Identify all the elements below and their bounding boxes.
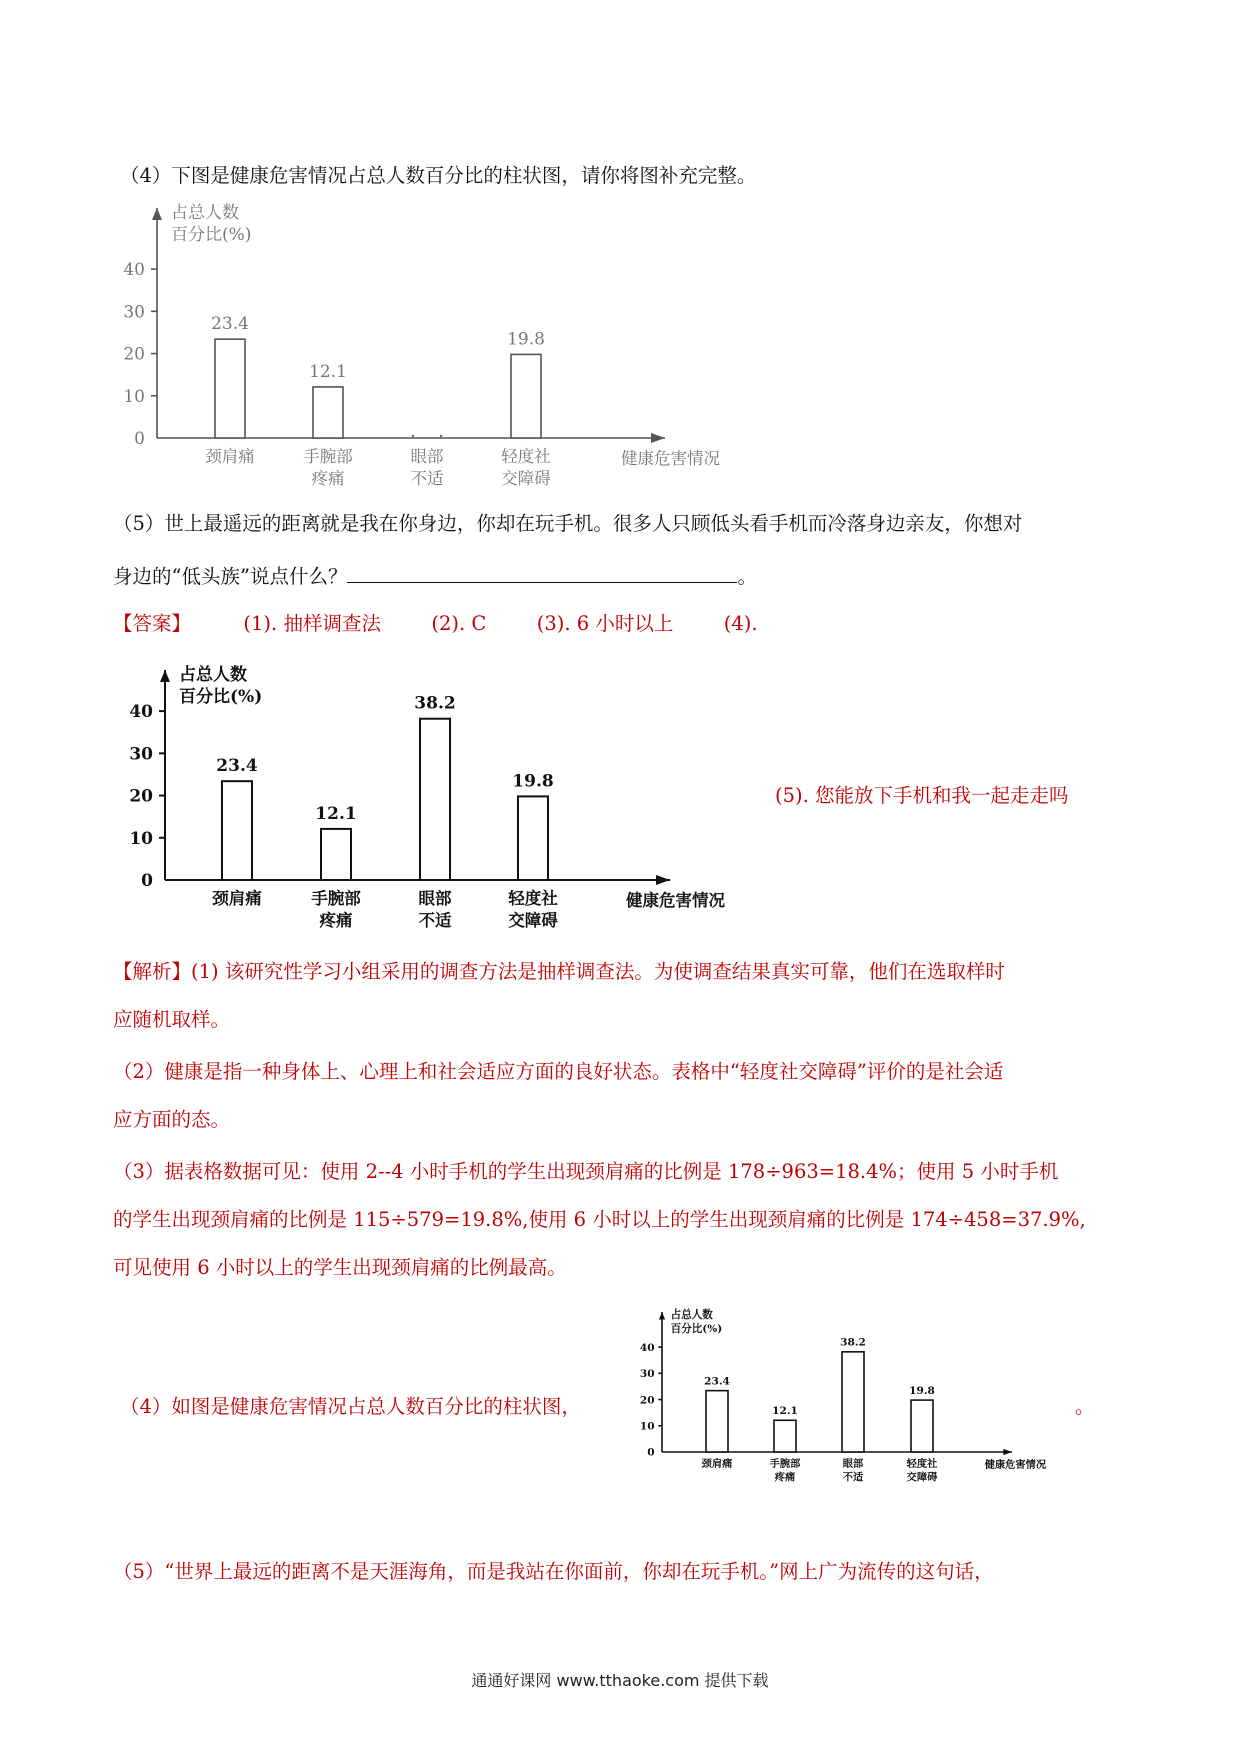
y-tick-label: 10 <box>123 386 145 407</box>
bar-value-label: 12.1 <box>315 803 357 824</box>
y-tick-label: 20 <box>123 344 145 365</box>
bar-value-label: 23.4 <box>211 314 249 335</box>
y-axis-label: 百分比(%) <box>670 1322 723 1335</box>
analysis-p3-line3: 可见使用 6 小时以上的学生出现颈肩痛的比例最高。 <box>113 1256 567 1279</box>
analysis-p1-line1 <box>113 958 1005 986</box>
y-tick-label: 40 <box>123 260 145 281</box>
bar-value-label: 38.2 <box>414 693 456 714</box>
category-label: 交障碍 <box>508 911 558 930</box>
answer-label: 【答案】 <box>113 612 192 635</box>
analysis-p3-line2: 的学生出现颈肩痛的比例是 115÷579=19.8%,使用 6 小时以上的学生出现颈肩痛的比例是 174÷458=37.9%, <box>113 1208 1086 1231</box>
category-label: 手腕部 <box>769 1457 801 1470</box>
category-label: 交障碍 <box>501 469 551 488</box>
analysis-p1-line2: 应随机取样。 <box>113 1008 231 1031</box>
y-axis-label: 百分比(%) <box>171 225 252 245</box>
bar <box>420 719 450 880</box>
question-5-line1: （5）世上最遥远的距离就是我在你身边，你却在玩手机。很多人只顾低头看手机而冷落身边亲友，你想对 <box>113 512 1023 535</box>
answer-item-5: (5). 您能放下手机和我一起走走吗 <box>775 784 1069 807</box>
empty-bar-mark <box>412 435 414 437</box>
category-label: 轻度社 <box>906 1457 938 1470</box>
y-axis-arrow <box>160 670 170 682</box>
category-label: 疼痛 <box>311 469 345 488</box>
answer-item-1: (1). 抽样调查法 <box>243 612 381 635</box>
x-axis-arrow <box>651 433 665 443</box>
y-tick-label: 30 <box>123 302 145 323</box>
question-5-line2 <box>113 560 757 591</box>
analysis-label: 【解析】 <box>113 960 192 983</box>
y-tick-label: 20 <box>129 786 153 807</box>
category-label: 交障碍 <box>906 1471 938 1484</box>
bar-value-label: 19.8 <box>507 329 545 350</box>
y-tick-label: 10 <box>639 1420 655 1433</box>
analysis-p2-line1: （2）健康是指一种身体上、心理上和社会适应方面的良好状态。表格中“轻度社交障碍”评价的是社会适 <box>113 1060 1004 1083</box>
y-tick-label: 0 <box>647 1446 655 1459</box>
chart-incomplete <box>115 200 735 500</box>
bar <box>518 796 548 880</box>
y-tick-label: 20 <box>639 1394 655 1407</box>
answer-blank[interactable] <box>347 560 737 583</box>
bar <box>842 1352 864 1452</box>
bar <box>511 354 541 438</box>
y-tick-label: 0 <box>141 871 153 891</box>
y-tick-label: 40 <box>129 702 153 723</box>
bar <box>215 339 245 438</box>
category-label: 颈肩痛 <box>212 889 262 908</box>
category-label: 疼痛 <box>319 911 353 930</box>
bar <box>313 387 343 438</box>
category-label: 不适 <box>410 469 444 488</box>
x-axis-label: 健康危害情况 <box>626 891 725 910</box>
bar <box>222 781 252 880</box>
chart-complete <box>115 662 735 937</box>
bar-value-label: 38.2 <box>840 1336 866 1349</box>
y-tick-label: 30 <box>639 1368 655 1381</box>
x-axis-arrow <box>656 875 670 885</box>
question-5-end: 。 <box>737 565 757 588</box>
y-axis-label: 百分比(%) <box>179 687 263 707</box>
category-label: 颈肩痛 <box>701 1457 733 1470</box>
analysis-p4-text: （4）如图是健康危害情况占总人数百分比的柱状图， <box>120 1395 581 1418</box>
y-tick-label: 10 <box>129 828 153 849</box>
y-axis-label: 占总人数 <box>171 203 239 223</box>
x-axis-label: 健康危害情况 <box>984 1459 1047 1472</box>
category-label: 不适 <box>842 1471 864 1484</box>
y-axis-arrow <box>152 208 162 220</box>
bar <box>911 1400 933 1452</box>
y-tick-label: 40 <box>639 1341 655 1354</box>
category-label: 颈肩痛 <box>205 447 255 466</box>
category-label: 眼部 <box>418 889 452 908</box>
bar-value-label: 23.4 <box>704 1375 730 1388</box>
category-label: 眼部 <box>842 1457 864 1470</box>
answer-item-2: (2). C <box>431 612 487 635</box>
category-label: 手腕部 <box>311 889 361 908</box>
question-5-prompt: 身边的“低头族”说点什么？ <box>113 565 348 588</box>
y-axis-arrow <box>659 1312 665 1319</box>
x-axis-label: 健康危害情况 <box>621 449 720 468</box>
bar <box>321 829 351 880</box>
empty-bar-mark <box>440 435 442 437</box>
bar-value-label: 23.4 <box>216 756 258 777</box>
category-label: 手腕部 <box>303 447 353 466</box>
bar <box>774 1420 796 1452</box>
y-axis-label: 占总人数 <box>670 1309 713 1322</box>
analysis-p5-line1: （5）“世界上最远的距离不是天涯海角，而是我站在你面前，你却在玩手机。”网上广为流传的这句话， <box>113 1560 994 1583</box>
category-label: 疼痛 <box>774 1471 796 1484</box>
answer-line <box>113 610 758 638</box>
answer-item-3: (3). 6 小时以上 <box>536 612 674 635</box>
chart-small <box>632 1302 1062 1488</box>
bar-value-label: 12.1 <box>772 1405 798 1418</box>
y-tick-label: 30 <box>129 744 153 765</box>
x-axis-arrow <box>1003 1449 1012 1455</box>
y-axis-label: 占总人数 <box>179 665 247 685</box>
analysis-p4-end: 。 <box>1075 1395 1095 1418</box>
analysis-p2-line2: 应方面的态。 <box>113 1108 231 1131</box>
category-label: 轻度社 <box>501 447 551 466</box>
analysis-p3-line1: （3）据表格数据可见：使用 2--4 小时手机的学生出现颈肩痛的比例是 178÷963=18.4%；使用 5 小时手机 <box>113 1160 1059 1183</box>
y-tick-label: 0 <box>134 429 145 449</box>
category-label: 眼部 <box>410 447 444 466</box>
category-label: 轻度社 <box>508 889 558 908</box>
bar-value-label: 19.8 <box>909 1384 935 1397</box>
category-label: 不适 <box>418 911 452 930</box>
question-4-text: （4）下图是健康危害情况占总人数百分比的柱状图，请你将图补充完整。 <box>120 164 757 187</box>
answer-item-4: (4). <box>723 612 758 635</box>
bar <box>706 1391 728 1452</box>
page-footer: 通通好课网 www.tthaoke.com 提供下载 <box>471 1671 769 1690</box>
bar-value-label: 12.1 <box>309 361 347 382</box>
bar-value-label: 19.8 <box>512 771 554 792</box>
analysis-p1-text: (1) 该研究性学习小组采用的调查方法是抽样调查法。为使调查结果真实可靠，他们在选取样时 <box>191 960 1005 983</box>
